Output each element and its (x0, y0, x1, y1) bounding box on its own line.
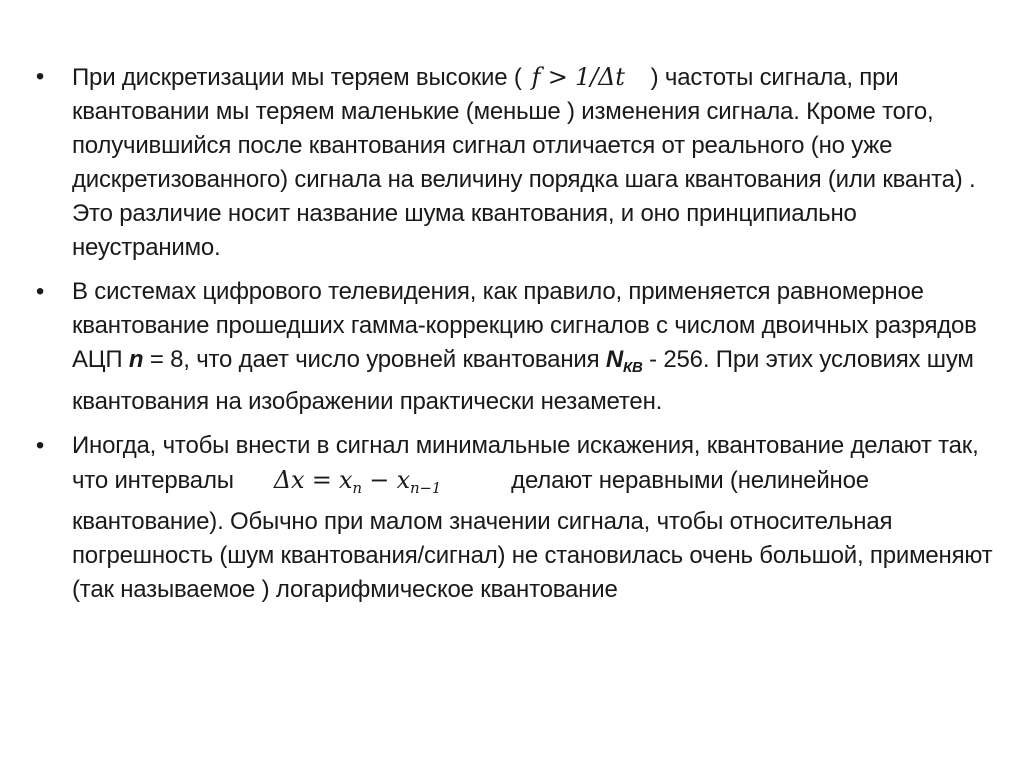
bullet-text: При дискретизации мы теряем высокие ( (72, 64, 522, 91)
bullet-text: ) частоты сигнала, при квантовании мы теряем маленькие (меньше ) изменения сигнала. Кроме того, получившийся после квантования сигнал отличается от реального (но уже дискретизованного) сигнала на величину порядка шага квантования (или кванта) . Это различие носит название шума квантования, и оно принципиально неустранимо. (72, 64, 976, 261)
bullet-text: = 8, что дает число уровней квантования (143, 346, 606, 373)
bullet-text: - 256. При этих условиях шум квантования на изображении практически незаметен. (72, 346, 974, 415)
bullet-marker: • (35, 278, 45, 305)
bullet-text: делают неравными (нелинейное квантование). Обычно при малом значении сигнала, чтобы относительная погрешность (шум квантования/сигнал) не становилась очень большой, применяют (так называемое ) логарифмическое квантование (72, 467, 993, 603)
variable-n: n (128, 346, 144, 373)
variable-n-kv-subscript: КВ (623, 359, 643, 376)
bullet-item-digital-tv (30, 275, 1010, 419)
bullet-marker: • (35, 63, 45, 90)
formula-interval-mid: − x (361, 466, 410, 494)
formula-interval (274, 463, 441, 505)
variable-n-kv (605, 346, 643, 376)
bullet-text: В системах цифрового телевидения, как правило, применяется равномерное квантование прошедших гамма-коррекцию сигналов с числом двоичных разрядов АЦП (72, 278, 977, 373)
formula-interval-sub-n-1: n−1 (409, 479, 442, 497)
formula-interval-sub-n: n (352, 479, 362, 497)
bullet-item-sampling (30, 60, 1010, 265)
bullet-marker: • (35, 432, 45, 459)
bullet-text: Иногда, чтобы внести в сигнал минимальные искажения, квантование делают так, что интервалы (72, 432, 979, 494)
variable-n-kv-base: N (605, 346, 623, 373)
formula-frequency: f > 1/Δt (531, 63, 625, 91)
bullet-item-nonlinear (30, 429, 1010, 607)
formula-interval-lhs: Δx = x (273, 466, 353, 494)
bullet-list (30, 60, 1010, 617)
